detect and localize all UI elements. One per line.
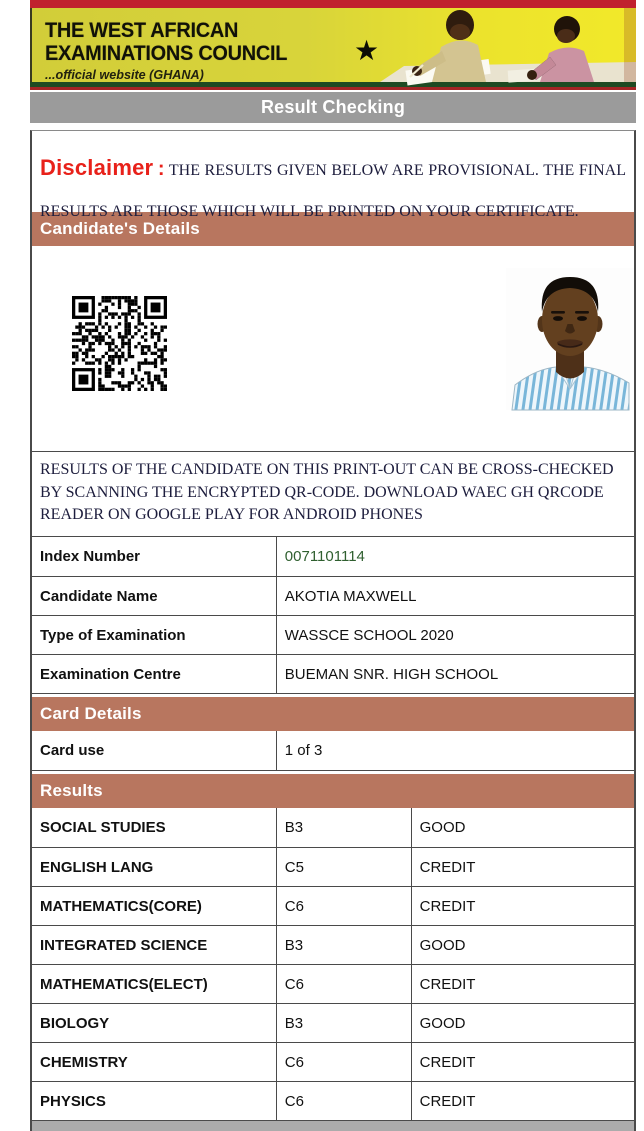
- exam-type-value: WASSCE SCHOOL 2020: [276, 616, 634, 654]
- results-table: [32, 808, 634, 1121]
- section-header-candidate-details: Candidate's Details: [32, 212, 634, 246]
- subject-cell: BIOLOGY: [40, 1014, 110, 1032]
- table-row: [32, 731, 634, 770]
- index-number-label: Index Number: [40, 548, 141, 566]
- black-star-icon: ★: [354, 35, 380, 66]
- card-details-table: [32, 731, 634, 771]
- photo-row: [32, 246, 634, 451]
- grade-cell: B3: [276, 808, 411, 847]
- exam-type-label: Type of Examination: [40, 626, 186, 644]
- result-row: [32, 1003, 634, 1042]
- table-row: [32, 576, 634, 615]
- subject-cell: ENGLISH LANG: [40, 858, 154, 876]
- waec-banner: [30, 0, 636, 90]
- bottom-gray-bar: [32, 1121, 634, 1131]
- disclaimer: [32, 131, 634, 220]
- table-row: [32, 654, 634, 693]
- subject-cell: PHYSICS: [40, 1092, 106, 1110]
- disclaimer-text: THE RESULTS GIVEN BELOW ARE PROVISIONAL. THE FINAL RESULTS ARE THOSE WHICH WILL BE PRINTED ON YOUR CERTIFICATE.: [40, 162, 626, 220]
- remark-cell: GOOD: [411, 808, 634, 847]
- section-header-results: Results: [32, 774, 634, 808]
- org-name-line2: EXAMINATIONS COUNCIL: [45, 42, 288, 66]
- grade-cell: C6: [276, 1082, 411, 1120]
- result-row: [32, 1042, 634, 1081]
- card-use-value: 1 of 3: [276, 731, 634, 770]
- page-title: Result Checking: [30, 92, 636, 123]
- result-row: [32, 847, 634, 886]
- index-number-value: 0071101114: [276, 537, 634, 576]
- grade-cell: C6: [276, 1043, 411, 1081]
- result-row: [32, 925, 634, 964]
- remark-cell: GOOD: [411, 1004, 634, 1042]
- grade-cell: C6: [276, 965, 411, 1003]
- qr-code-icon: [72, 295, 167, 392]
- banner-body: [30, 8, 636, 82]
- exam-centre-value: BUEMAN SNR. HIGH SCHOOL: [276, 655, 634, 693]
- org-name-line1: THE WEST AFRICAN: [45, 19, 239, 42]
- result-row: [32, 1081, 634, 1120]
- qr-note: RESULTS OF THE CANDIDATE ON THIS PRINT-OUT CAN BE CROSS-CHECKED BY SCANNING THE ENCRYPTED QR-CODE. DOWNLOAD WAEC GH QRCODE READER ON GOOGLE PLAY FOR ANDROID PHONES: [32, 451, 634, 537]
- result-row: [32, 808, 634, 847]
- grade-cell: B3: [276, 1004, 411, 1042]
- remark-cell: CREDIT: [411, 1082, 634, 1120]
- table-row: [32, 537, 634, 576]
- result-row: [32, 964, 634, 1003]
- subject-cell: CHEMISTRY: [40, 1053, 128, 1071]
- result-row: [32, 886, 634, 925]
- grade-cell: C5: [276, 848, 411, 886]
- candidate-portrait-photo: [506, 268, 634, 410]
- remark-cell: CREDIT: [411, 848, 634, 886]
- main-content: [30, 130, 636, 1131]
- table-row: [32, 615, 634, 654]
- subject-cell: SOCIAL STUDIES: [40, 819, 166, 837]
- banner-text: [32, 8, 636, 82]
- section-header-card-details: Card Details: [32, 697, 634, 731]
- disclaimer-colon: :: [157, 158, 165, 180]
- candidate-name-value: AKOTIA MAXWELL: [276, 577, 634, 615]
- grade-cell: B3: [276, 926, 411, 964]
- grade-cell: C6: [276, 887, 411, 925]
- disclaimer-label: Disclaimer: [40, 155, 154, 180]
- banner-red-stripe: [30, 0, 636, 8]
- subject-cell: MATHEMATICS(CORE): [40, 897, 202, 915]
- card-use-label: Card use: [40, 742, 105, 760]
- remark-cell: CREDIT: [411, 887, 634, 925]
- candidate-details-table: [32, 537, 634, 694]
- subject-cell: INTEGRATED SCIENCE: [40, 936, 208, 954]
- remark-cell: CREDIT: [411, 1043, 634, 1081]
- exam-centre-label: Examination Centre: [40, 665, 181, 683]
- subject-cell: MATHEMATICS(ELECT): [40, 975, 208, 993]
- candidate-name-label: Candidate Name: [40, 587, 158, 605]
- remark-cell: CREDIT: [411, 965, 634, 1003]
- banner-bottom-red-stripe: [30, 87, 636, 90]
- banner-tagline: ...official website (GHANA): [45, 67, 204, 83]
- remark-cell: GOOD: [411, 926, 634, 964]
